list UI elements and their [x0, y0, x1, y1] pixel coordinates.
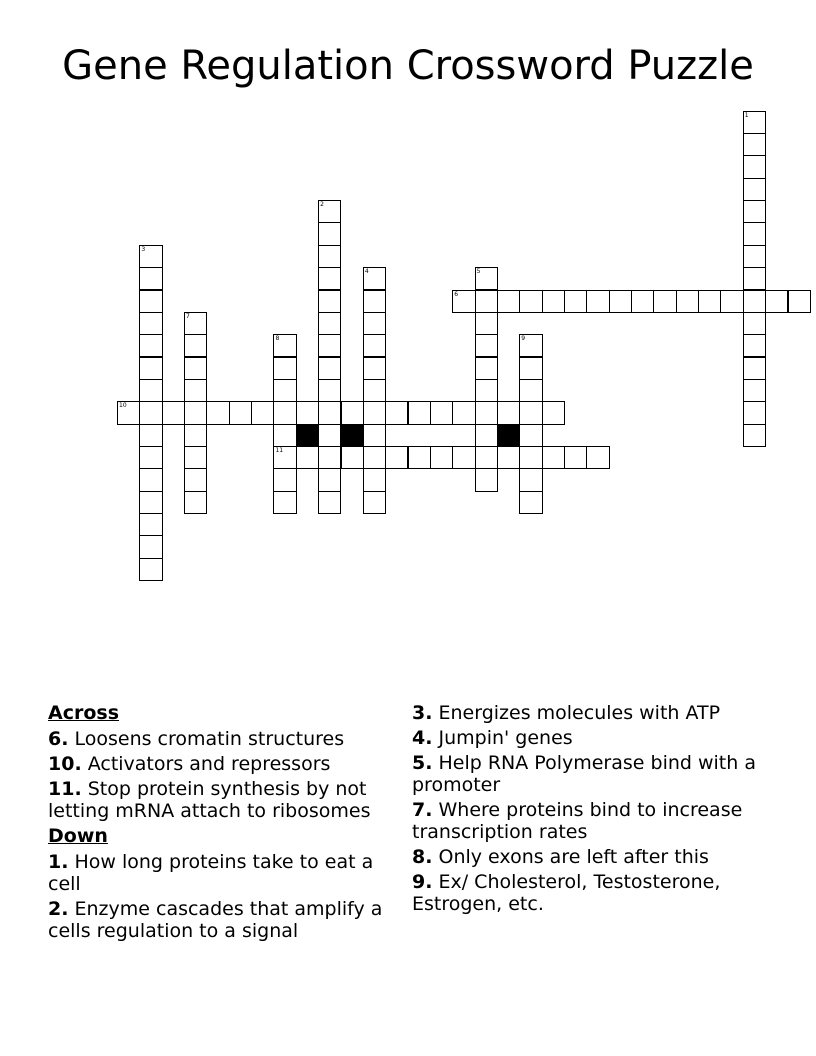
grid-cell[interactable] [318, 446, 341, 469]
grid-cell[interactable] [139, 558, 162, 581]
grid-cell[interactable] [743, 290, 766, 313]
clue-item-number: 9. [412, 871, 433, 893]
clue-item-number: 7. [412, 799, 433, 821]
black-cell [497, 424, 520, 447]
grid-cell[interactable] [519, 334, 542, 357]
clue-number: 6 [454, 290, 459, 298]
clue-number: 4 [364, 268, 369, 276]
grid-cell[interactable] [743, 245, 766, 268]
down-clue-list-continued [412, 702, 772, 915]
grid-cell[interactable] [139, 334, 162, 357]
grid-cell[interactable] [363, 446, 386, 469]
grid-cell[interactable] [385, 446, 408, 469]
grid-cell[interactable] [743, 312, 766, 335]
grid-cell[interactable] [363, 491, 386, 514]
grid-cell[interactable] [452, 290, 475, 313]
grid-cell[interactable] [184, 312, 207, 335]
grid-cell[interactable] [475, 401, 498, 424]
grid-cell[interactable] [184, 424, 207, 447]
clues-column-left [48, 702, 398, 945]
clue-item-text: Ex/ Cholesterol, Testosterone, Estrogen, etc. [412, 871, 721, 915]
grid-cell[interactable] [564, 290, 587, 313]
grid-cell[interactable] [653, 290, 676, 313]
grid-cell[interactable] [318, 491, 341, 514]
grid-cell[interactable] [743, 200, 766, 223]
grid-cell[interactable] [273, 357, 296, 380]
clue-number: 10 [119, 402, 127, 410]
grid-cell[interactable] [475, 357, 498, 380]
grid-cell[interactable] [139, 491, 162, 514]
clue-item-text: Enzyme cascades that amplify a cells regulation to a signal [48, 898, 383, 942]
clue-item-text: Loosens cromatin structures [68, 728, 345, 750]
clue-item [48, 728, 398, 750]
grid-cell[interactable] [318, 312, 341, 335]
grid-cell[interactable] [430, 446, 453, 469]
grid-cell[interactable] [273, 379, 296, 402]
grid-cell[interactable] [475, 468, 498, 491]
grid-cell[interactable] [743, 424, 766, 447]
clue-number: 2 [320, 201, 324, 209]
grid-cell[interactable] [318, 379, 341, 402]
grid-cell[interactable] [743, 401, 766, 424]
grid-cell[interactable] [519, 290, 542, 313]
clue-number: 5 [476, 268, 481, 276]
clue-item-number: 1. [48, 851, 69, 873]
grid-cell[interactable] [273, 491, 296, 514]
grid-cell[interactable] [586, 446, 609, 469]
clue-item-number: 10. [48, 753, 82, 775]
clue-item-number: 5. [412, 752, 433, 774]
grid-cell[interactable] [430, 401, 453, 424]
grid-cell[interactable] [139, 267, 162, 290]
clue-number: 7 [186, 312, 190, 320]
grid-cell[interactable] [273, 446, 296, 469]
grid-cell[interactable] [564, 446, 587, 469]
grid-cell[interactable] [475, 312, 498, 335]
grid-cell[interactable] [318, 357, 341, 380]
grid-cell[interactable] [139, 290, 162, 313]
grid-cell[interactable] [184, 401, 207, 424]
grid-cell[interactable] [273, 334, 296, 357]
grid-cell[interactable] [452, 446, 475, 469]
grid-cell[interactable] [318, 200, 341, 223]
grid-cell[interactable] [318, 290, 341, 313]
grid-cell[interactable] [519, 468, 542, 491]
clue-item-text: Jumpin' genes [432, 727, 573, 749]
grid-cell[interactable] [385, 401, 408, 424]
grid-cell[interactable] [139, 424, 162, 447]
grid-cell[interactable] [162, 401, 185, 424]
grid-cell[interactable] [586, 290, 609, 313]
clue-item-text: Where proteins bind to increase transcription rates [412, 799, 743, 843]
clue-item-number: 4. [412, 727, 433, 749]
across-clue-list [48, 728, 398, 822]
grid-cell[interactable] [139, 379, 162, 402]
grid-cell[interactable] [296, 446, 319, 469]
grid-cell[interactable] [363, 312, 386, 335]
clue-item [412, 702, 772, 724]
clue-number: 3 [141, 245, 146, 253]
grid-cell[interactable] [139, 312, 162, 335]
grid-cell[interactable] [363, 468, 386, 491]
grid-cell[interactable] [363, 290, 386, 313]
clue-number: 1 [744, 111, 749, 119]
grid-cell[interactable] [676, 290, 699, 313]
grid-cell[interactable] [720, 290, 743, 313]
clue-item [48, 753, 398, 775]
grid-cell[interactable] [542, 401, 565, 424]
grid-cell[interactable] [363, 401, 386, 424]
grid-cell[interactable] [229, 401, 252, 424]
down-clue-list [48, 851, 398, 942]
grid-cell[interactable] [743, 222, 766, 245]
grid-cell[interactable] [475, 290, 498, 313]
grid-cell[interactable] [273, 468, 296, 491]
grid-cell[interactable] [318, 468, 341, 491]
grid-cell[interactable] [519, 491, 542, 514]
grid-cell[interactable] [765, 290, 788, 313]
clue-item-text: Help RNA Polymerase bind with a promoter [412, 752, 756, 796]
clue-number: 9 [521, 335, 526, 343]
grid-cell[interactable] [184, 446, 207, 469]
clues-column-right [412, 702, 772, 918]
grid-cell[interactable] [475, 334, 498, 357]
grid-cell[interactable] [408, 401, 431, 424]
grid-cell[interactable] [363, 334, 386, 357]
grid-cell[interactable] [139, 535, 162, 558]
grid-cell[interactable] [475, 379, 498, 402]
grid-cell[interactable] [184, 468, 207, 491]
grid-cell[interactable] [519, 446, 542, 469]
grid-cell[interactable] [318, 424, 341, 447]
clue-item [412, 727, 772, 749]
clue-item [48, 778, 398, 822]
grid-cell[interactable] [452, 401, 475, 424]
grid-cell[interactable] [318, 245, 341, 268]
grid-cell[interactable] [743, 357, 766, 380]
grid-cell[interactable] [251, 401, 274, 424]
grid-cell[interactable] [631, 290, 654, 313]
clue-item-number: 8. [412, 846, 433, 868]
grid-cell[interactable] [184, 357, 207, 380]
clue-item-number: 11. [48, 778, 82, 800]
grid-cell[interactable] [497, 446, 520, 469]
grid-cell[interactable] [743, 379, 766, 402]
black-cell [296, 424, 319, 447]
grid-cell[interactable] [139, 401, 162, 424]
grid-cell[interactable] [519, 424, 542, 447]
grid-cell[interactable] [743, 155, 766, 178]
grid-cell[interactable] [139, 513, 162, 536]
grid-cell[interactable] [519, 379, 542, 402]
grid-cell[interactable] [519, 401, 542, 424]
grid-cell[interactable] [184, 379, 207, 402]
grid-cell[interactable] [341, 401, 364, 424]
clue-item [412, 799, 772, 843]
grid-cell[interactable] [363, 379, 386, 402]
grid-cell[interactable] [475, 424, 498, 447]
clue-item-number: 6. [48, 728, 69, 750]
grid-cell[interactable] [363, 357, 386, 380]
grid-cell[interactable] [497, 401, 520, 424]
clue-item-text: Energizes molecules with ATP [432, 702, 721, 724]
clue-item [412, 871, 772, 915]
grid-cell[interactable] [743, 133, 766, 156]
puzzle-title: Gene Regulation Crossword Puzzle [62, 43, 754, 89]
clue-number: 8 [275, 335, 280, 343]
clue-item-text: Only exons are left after this [432, 846, 709, 868]
grid-cell[interactable] [318, 334, 341, 357]
grid-cell[interactable] [318, 401, 341, 424]
grid-cell[interactable] [363, 267, 386, 290]
grid-cell[interactable] [542, 446, 565, 469]
grid-cell[interactable] [139, 446, 162, 469]
clue-item [48, 851, 398, 895]
grid-cell[interactable] [743, 178, 766, 201]
clue-number: 11 [275, 446, 284, 454]
grid-cell[interactable] [341, 446, 364, 469]
clue-item-text: Activators and repressors [81, 753, 331, 775]
clue-item [412, 846, 772, 868]
grid-cell[interactable] [698, 290, 721, 313]
grid-cell[interactable] [139, 468, 162, 491]
grid-cell[interactable] [363, 424, 386, 447]
grid-cell[interactable] [519, 357, 542, 380]
across-heading: Across [48, 702, 120, 724]
grid-cell[interactable] [475, 446, 498, 469]
grid-cell[interactable] [475, 267, 498, 290]
black-cell [341, 424, 364, 447]
grid-cell[interactable] [296, 401, 319, 424]
grid-cell[interactable] [609, 290, 632, 313]
grid-cell[interactable] [184, 491, 207, 514]
grid-cell[interactable] [318, 222, 341, 245]
grid-cell[interactable] [139, 357, 162, 380]
down-heading: Down [48, 825, 108, 847]
grid-cell[interactable] [743, 111, 766, 134]
grid-cell[interactable] [408, 446, 431, 469]
grid-cell[interactable] [318, 267, 341, 290]
grid-cell[interactable] [117, 401, 140, 424]
clue-item-text: Stop protein synthesis by not letting mRNA attach to ribosomes [48, 778, 371, 822]
clue-item-number: 2. [48, 898, 69, 920]
grid-cell[interactable] [743, 267, 766, 290]
grid-cell[interactable] [139, 245, 162, 268]
grid-cell[interactable] [184, 334, 207, 357]
grid-cell[interactable] [542, 290, 565, 313]
grid-cell[interactable] [206, 401, 229, 424]
grid-cell[interactable] [273, 424, 296, 447]
clue-item-number: 3. [412, 702, 433, 724]
clue-item [48, 898, 398, 942]
grid-cell[interactable] [743, 334, 766, 357]
grid-cell[interactable] [273, 401, 296, 424]
grid-cell[interactable] [788, 290, 811, 313]
clue-item [412, 752, 772, 796]
grid-cell[interactable] [497, 290, 520, 313]
clue-item-text: How long proteins take to eat a cell [48, 851, 374, 895]
